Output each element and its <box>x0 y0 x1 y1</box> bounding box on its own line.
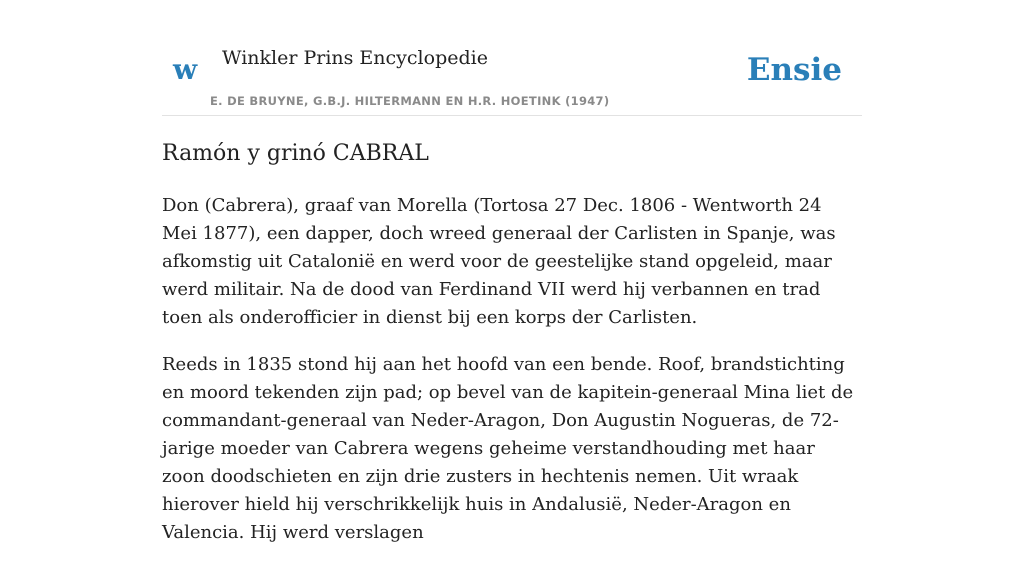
site-title[interactable]: Winkler Prins Encyclopedie <box>222 47 488 69</box>
header-divider <box>162 115 862 116</box>
authors-line: E. DE BRUYNE, G.B.J. HILTERMANN EN H.R. HOETINK (1947) <box>210 94 610 108</box>
article-body <box>162 192 862 566</box>
article-title: Ramón y grinó CABRAL <box>162 141 429 166</box>
brand-logo[interactable]: Ensie <box>746 52 842 88</box>
article-paragraph: Don (Cabrera), graaf van Morella (Tortosa 27 Dec. 1806 - Wentworth 24 Mei 1877), een dapper, doch wreed generaal der Carlisten in Spanje, was afkomstig uit Catalonië en werd voor de geestelijke stand opgeleid, maar werd militair. Na de dood van Ferdinand VII werd hij verbannen en trad toen als onderofficier in dienst bij een korps der Carlisten. <box>162 195 836 328</box>
article-paragraph: Reeds in 1835 stond hij aan het hoofd van een bende. Roof, brandstichting en moord tekenden zijn pad; op bevel van de kapitein-generaal Mina liet de commandant-generaal van Neder-Aragon, Don Augustin Nogueras, de 72-jarige moeder van Cabrera wegens geheime verstandhouding met haar zoon doodschieten en zijn drie zusters in hechtenis nemen. Uit wraak hierover hield hij verschrikkelijk huis in Andalusië, Neder-Aragon en Valencia. Hij werd verslagen <box>162 354 854 543</box>
logo-icon[interactable]: w <box>173 53 198 86</box>
